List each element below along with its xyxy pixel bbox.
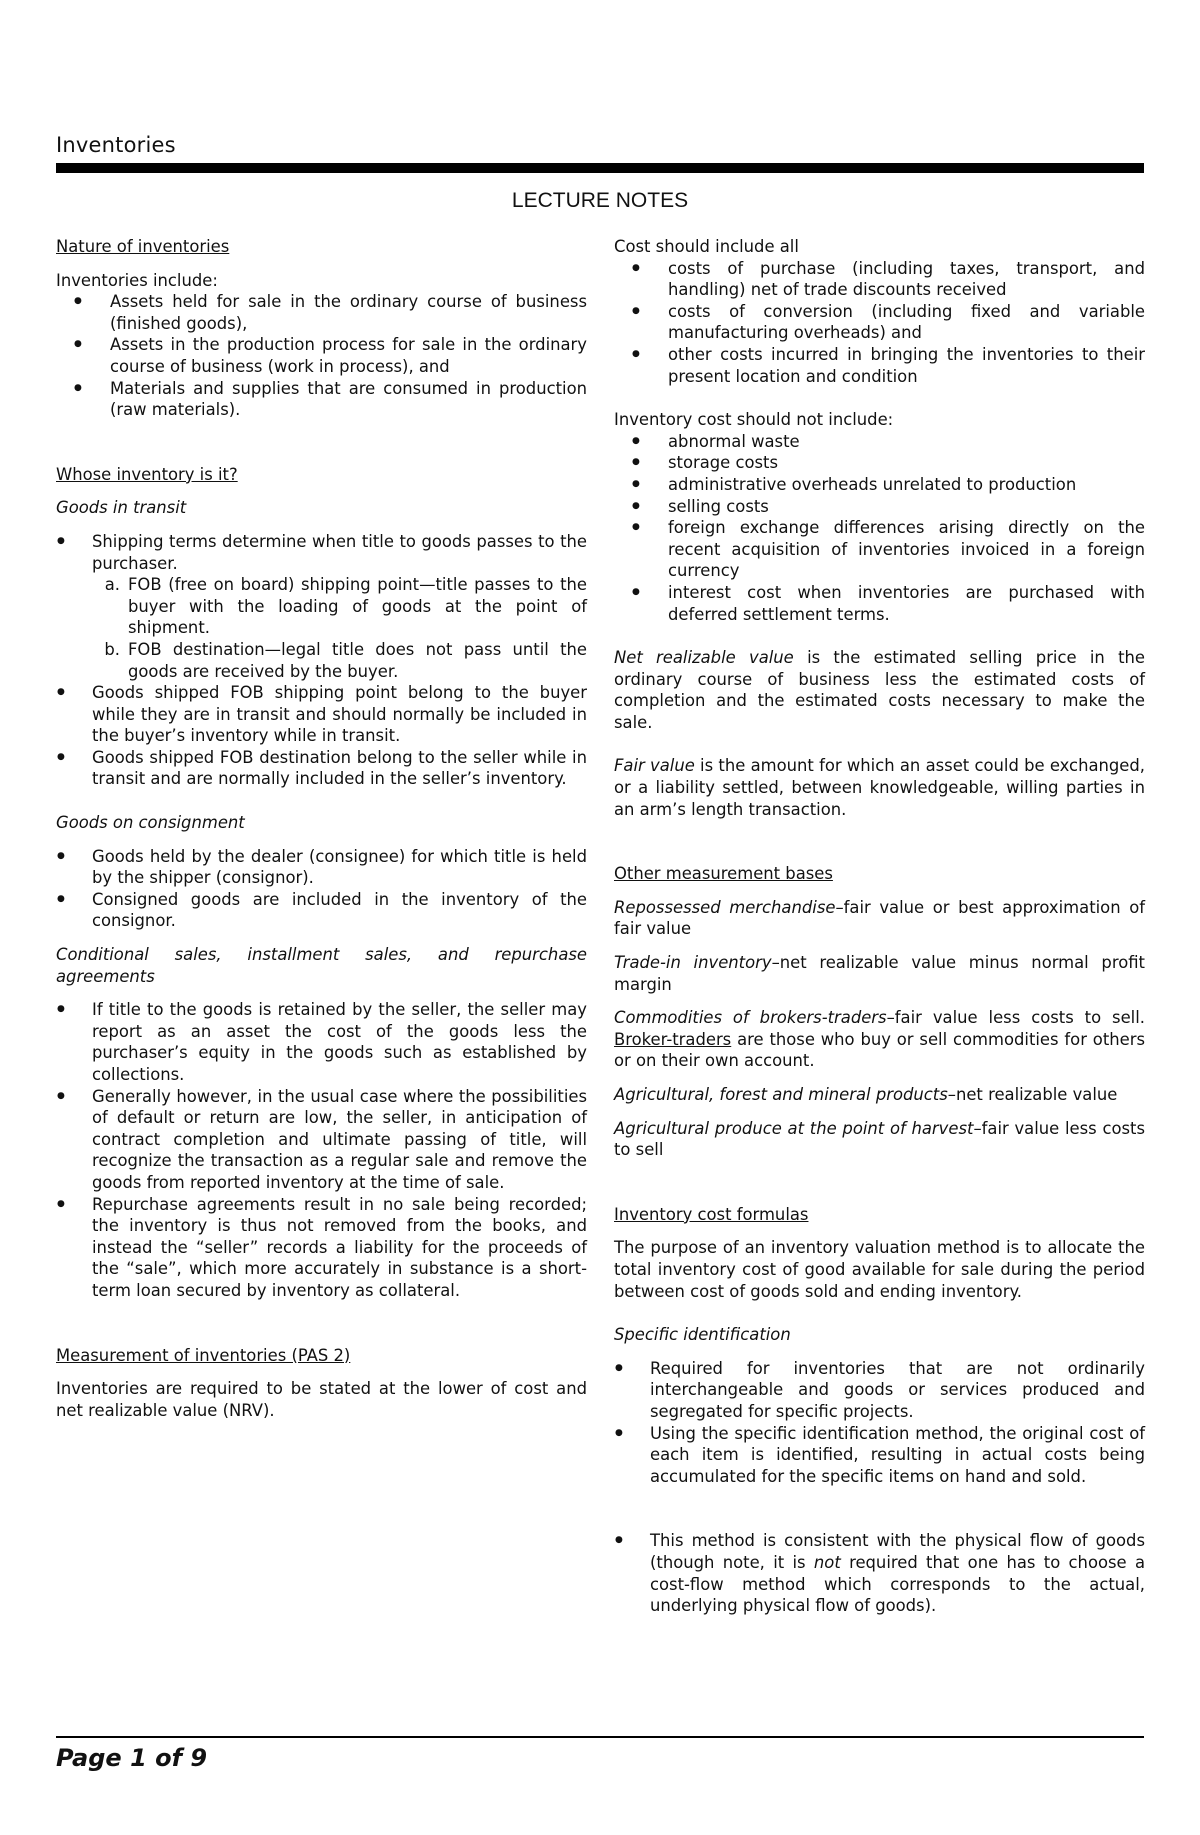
list-item: ● storage costs bbox=[614, 452, 1145, 474]
list-item: ● Generally however, in the usual case where the possibilities of default or return are low, the seller, in anticipation of contract completion and ultimate passing of title, will recognize the transaction as a regular sale and remove the goods from reported inventory at the time of sale. bbox=[56, 1086, 587, 1194]
list-item: ● costs of purchase (including taxes, transport, and handling) net of trade discounts received bbox=[614, 258, 1145, 301]
page-number: Page 1 of 9 bbox=[56, 1744, 208, 1772]
list-item: ● Assets in the production process for sale in the ordinary course of business (work in process), and bbox=[56, 334, 587, 377]
basis-term: Agricultural produce at the point of harvest bbox=[614, 1118, 974, 1138]
section-heading-other-bases: Other measurement bases bbox=[614, 864, 833, 884]
basis-term: Trade-in inventory bbox=[614, 953, 772, 973]
subheading-goods-in-transit: Goods in transit bbox=[56, 498, 187, 518]
note-text: This method is consistent with the physical flow of goods (though note, it is bbox=[650, 1531, 1145, 1572]
item-label: b. bbox=[104, 639, 120, 659]
broker-traders-text: are those who buy or sell commodities for others or on their own account. bbox=[614, 1029, 1145, 1071]
note-text: required that one has to choose a cost-flow method which corresponds to the actual, underlying physical flow of goods). bbox=[650, 1552, 1145, 1616]
list-item: ● Goods shipped FOB destination belong to the seller while in transit and are normally included in the seller’s inventory. bbox=[56, 747, 587, 790]
list-item: ● Using the specific identification method, the original cost of each item is identified, resulting in actual costs being accumulated for the specific items on hand and sold. bbox=[614, 1423, 1145, 1488]
nrv-definition bbox=[614, 647, 1145, 733]
footer-rule bbox=[56, 1736, 1144, 1738]
conditional-sales-list bbox=[56, 999, 587, 1301]
consignment-list bbox=[56, 846, 587, 932]
basis-text: –fair value or best approximation of fair value bbox=[614, 897, 1145, 939]
basis-text: –fair value less costs to sell. bbox=[886, 1008, 1146, 1028]
left-column bbox=[56, 236, 587, 1421]
document-title: Inventories bbox=[56, 133, 176, 157]
subheading-conditional-sales: Conditional sales, installment sales, and repurchase agreements bbox=[56, 945, 587, 986]
list-item: ● Consigned goods are included in the inventory of the consignor. bbox=[56, 889, 587, 932]
cost-exclude-list bbox=[614, 431, 1145, 625]
inventories-include-list bbox=[56, 291, 587, 421]
list-item-text: Shipping terms determine when title to goods passes to the purchaser. bbox=[92, 531, 587, 573]
list-item bbox=[614, 1530, 1145, 1616]
basis-term: Repossessed merchandise bbox=[614, 897, 836, 917]
list-item: ● selling costs bbox=[614, 496, 1145, 518]
basis-term: Commodities of brokers-traders bbox=[614, 1008, 887, 1028]
list-item: ● interest cost when inventories are purchased with deferred settlement terms. bbox=[614, 582, 1145, 625]
lecture-notes-heading: LECTURE NOTES bbox=[511, 189, 689, 212]
item-text: FOB destination—legal title does not pass until the goods are received by the buyer. bbox=[128, 639, 587, 681]
section-heading-nature: Nature of inventories bbox=[56, 237, 230, 256]
list-item bbox=[92, 639, 587, 682]
list-item bbox=[56, 531, 587, 682]
item-text: FOB (free on board) shipping point—title passes to the buyer with the loading of goods at the point of shipment. bbox=[128, 575, 587, 638]
fob-terms-list bbox=[92, 574, 587, 682]
fair-value-definition bbox=[614, 755, 1145, 820]
specific-identification-note bbox=[614, 1530, 1145, 1616]
list-item: ● other costs incurred in bringing the inventories to their present location and condition bbox=[614, 344, 1145, 387]
cost-include-list bbox=[614, 258, 1145, 388]
basis-text: –net realizable value minus normal profit margin bbox=[614, 953, 1145, 994]
measurement-basis bbox=[614, 952, 1145, 995]
cost-include-intro: Cost should include all bbox=[614, 237, 799, 256]
list-item: ● Goods shipped FOB shipping point belong to the buyer while they are in transit and should normally be included in the buyer’s inventory while in transit. bbox=[56, 682, 587, 747]
specific-identification-list bbox=[614, 1358, 1145, 1488]
list-item: ● Materials and supplies that are consumed in production (raw materials). bbox=[56, 378, 587, 421]
subheading-specific-identification: Specific identification bbox=[614, 1325, 791, 1345]
cost-exclude-intro: Inventory cost should not include: bbox=[614, 410, 894, 430]
list-item: ● administrative overheads unrelated to production bbox=[614, 474, 1145, 496]
basis-text: –net realizable value bbox=[947, 1085, 1118, 1104]
nrv-term: Net realizable value bbox=[614, 648, 794, 668]
section-heading-whose: Whose inventory is it? bbox=[56, 464, 238, 484]
list-item: ● If title to the goods is retained by the seller, the seller may report as an asset the cost of the goods less the purchaser’s equity in the goods such as established by collections. bbox=[56, 999, 587, 1085]
list-item: ● foreign exchange differences arising directly on the recent acquisition of inventories invoiced in a foreign currency bbox=[614, 517, 1145, 582]
right-column bbox=[614, 236, 1145, 1617]
list-item: ● abnormal waste bbox=[614, 431, 1145, 453]
nrv-text: is the estimated selling price in the ordinary course of business less the estimated costs of completion and the estimated costs necessary to make the sale. bbox=[614, 648, 1145, 732]
header-rule bbox=[56, 163, 1144, 173]
note-emphasis: not bbox=[813, 1552, 841, 1572]
basis-text: –fair value less costs to sell bbox=[614, 1118, 1146, 1160]
list-item bbox=[92, 574, 587, 639]
section-heading-cost-formulas: Inventory cost formulas bbox=[614, 1204, 809, 1224]
item-label: a. bbox=[104, 575, 120, 595]
measurement-basis bbox=[614, 1007, 1145, 1072]
measurement-basis bbox=[614, 1118, 1145, 1161]
broker-traders-term: Broker-traders bbox=[614, 1029, 732, 1049]
list-item: ● Assets held for sale in the ordinary course of business (finished goods), bbox=[56, 291, 587, 334]
list-item: ● costs of conversion (including fixed and variable manufacturing overheads) and bbox=[614, 301, 1145, 344]
goods-in-transit-list bbox=[56, 531, 587, 790]
measurement-basis bbox=[614, 1084, 1145, 1106]
list-item: ● Repurchase agreements result in no sale being recorded; the inventory is thus not removed from the books, and instead the “seller” records a liability for the proceeds of the “sale”, which more accurately in substance is a short-term loan secured by inventory as collateral. bbox=[56, 1194, 587, 1302]
basis-term: Agricultural, forest and mineral products bbox=[614, 1085, 948, 1104]
list-item: ● Goods held by the dealer (consignee) for which title is held by the shipper (consignor). bbox=[56, 846, 587, 889]
list-item: ● Required for inventories that are not ordinarily interchangeable and goods or services produced and segregated for specific projects. bbox=[614, 1358, 1145, 1423]
fair-value-text: is the amount for which an asset could be exchanged, or a liability settled, between knowledgeable, willing parties in an arm’s length transaction. bbox=[614, 756, 1145, 819]
fair-value-term: Fair value bbox=[614, 756, 695, 776]
measurement-text: Inventories are required to be stated at the lower of cost and net realizable value (NRV). bbox=[56, 1379, 587, 1420]
subheading-goods-on-consignment: Goods on consignment bbox=[56, 813, 245, 833]
measurement-basis bbox=[614, 897, 1145, 940]
cost-formulas-text: The purpose of an inventory valuation method is to allocate the total inventory cost of good available for sale during the period between cost of goods sold and ending inventory. bbox=[614, 1238, 1145, 1301]
section-heading-measurement: Measurement of inventories (PAS 2) bbox=[56, 1345, 351, 1365]
inventories-include-intro: Inventories include: bbox=[56, 270, 218, 290]
